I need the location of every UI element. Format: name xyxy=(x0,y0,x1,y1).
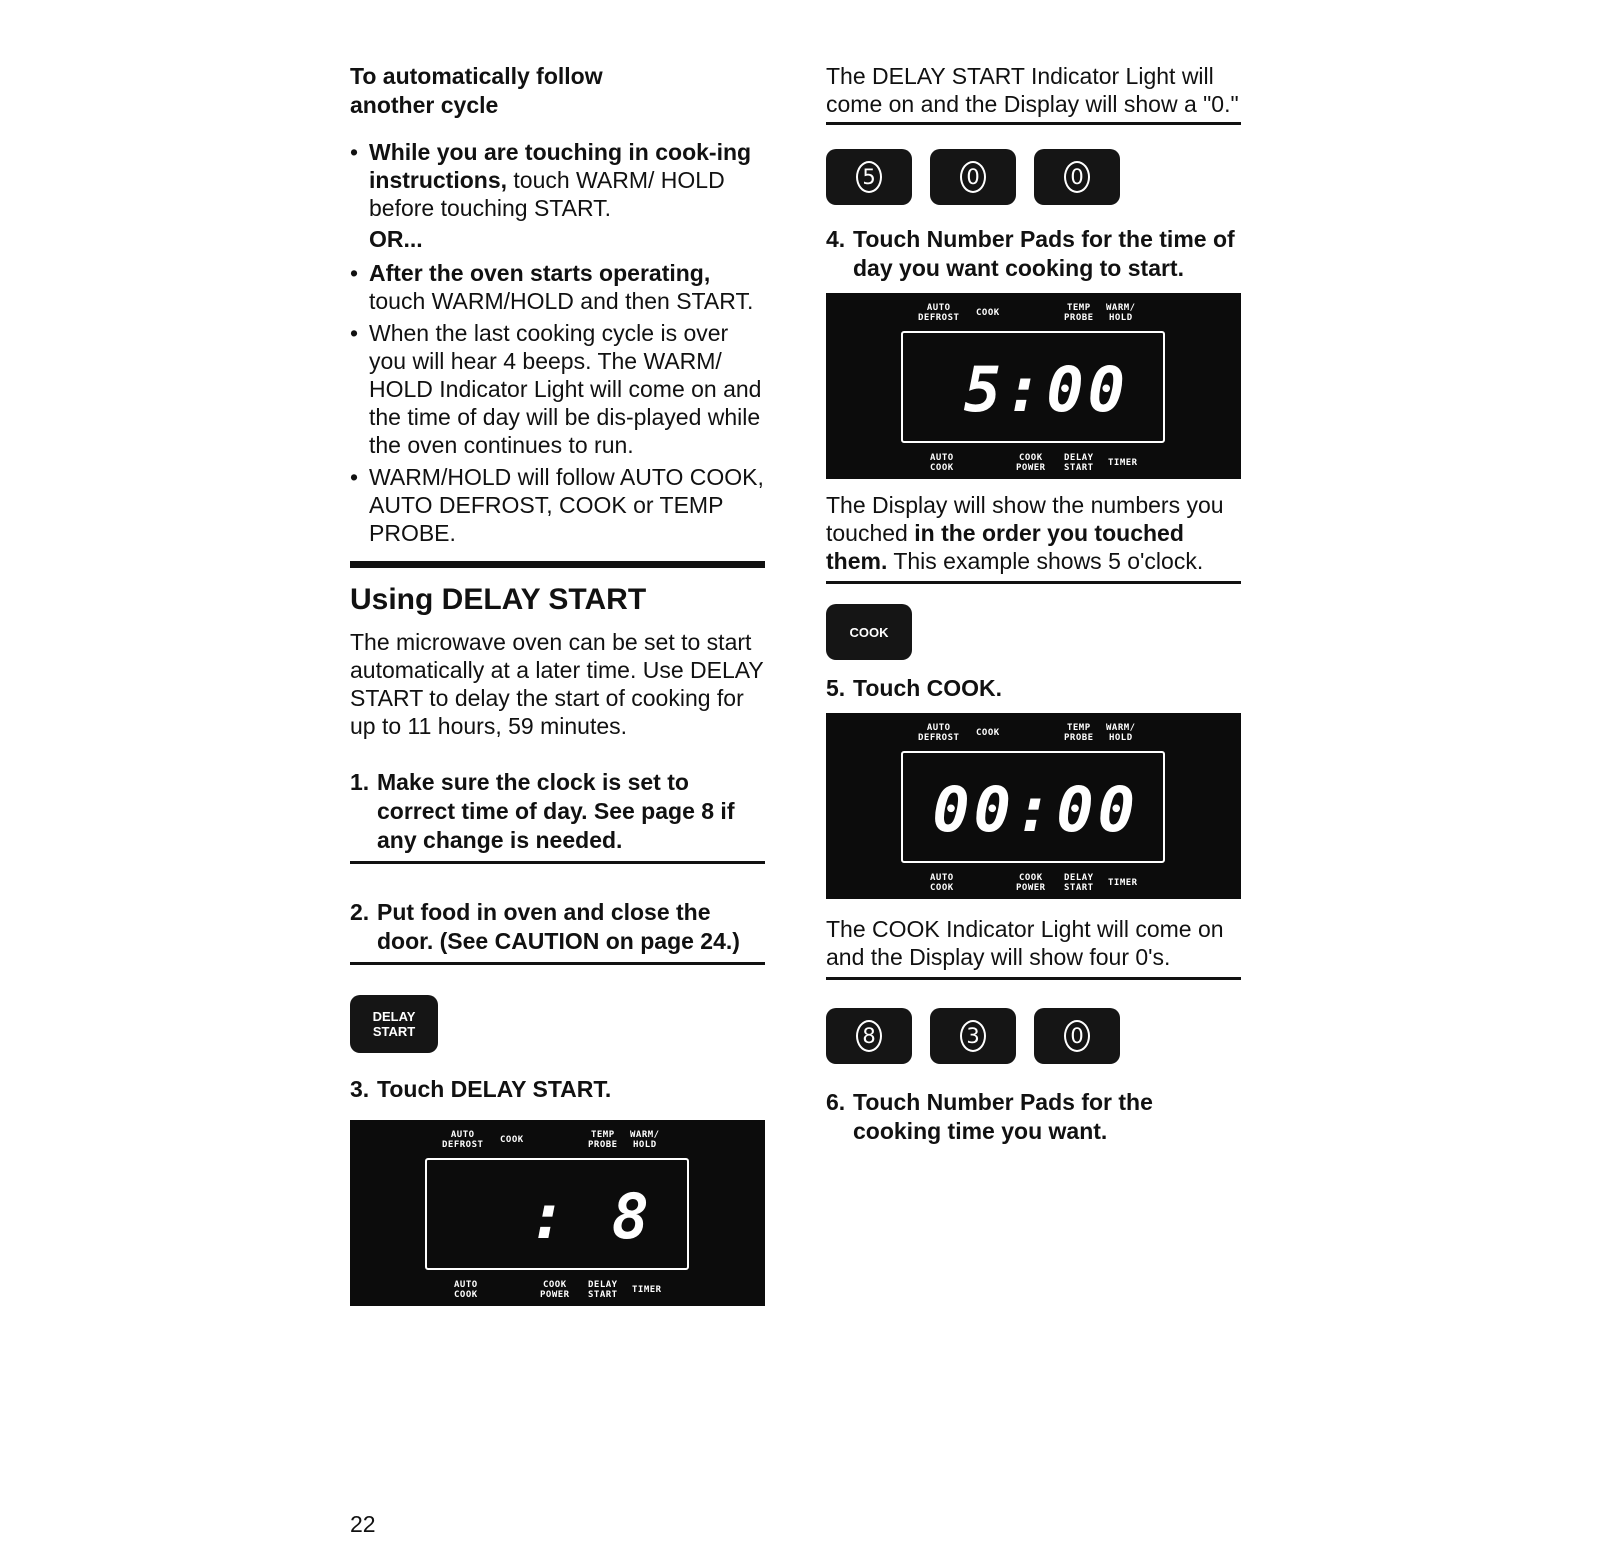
list-item: • While you are touching in cook-ing instructions, touch WARM/ HOLD before touching START. xyxy=(350,138,770,222)
number-pad-8[interactable]: 8 xyxy=(826,1008,912,1064)
display-order-text: The Display will show the numbers you touched in the order you touched them. This example shows 5 o'clock. xyxy=(826,492,1224,574)
left-column xyxy=(350,62,770,1306)
delay-start-label: DELAY START xyxy=(588,1280,618,1300)
number-pad-0[interactable]: 0 xyxy=(930,149,1016,205)
list-item: • After the oven starts operating, touch WARM/HOLD and then START. xyxy=(350,259,770,315)
step-divider xyxy=(826,122,1241,125)
warm-hold-label: WARM/ HOLD xyxy=(1106,723,1136,743)
cook-light-text: The COOK Indicator Light will come on and the Display will show four 0's. xyxy=(826,916,1224,970)
number-pad-0[interactable]: 0 xyxy=(1034,149,1120,205)
cook-pad[interactable]: COOK xyxy=(826,604,912,660)
oven-display xyxy=(826,713,1241,899)
cook-power-label: COOK POWER xyxy=(540,1280,570,1300)
cook-label: COOK xyxy=(976,308,1000,318)
step-divider xyxy=(350,861,765,864)
display-screen xyxy=(901,751,1165,863)
step-4: 4. Touch Number Pads for the time of day you want cooking to start. xyxy=(826,226,1235,281)
timer-label: TIMER xyxy=(1108,878,1138,888)
number-pad-5[interactable]: 5 xyxy=(826,149,912,205)
temp-probe-label: TEMP PROBE xyxy=(1064,723,1094,743)
warm-hold-label: WARM/ HOLD xyxy=(630,1130,660,1150)
auto-follow-heading: To automatically follow another cycle xyxy=(350,63,603,118)
right-column xyxy=(826,62,1246,1146)
auto-defrost-label: AUTO DEFROST xyxy=(918,723,960,743)
timer-label: TIMER xyxy=(1108,458,1138,468)
page-number: 22 xyxy=(350,1511,376,1537)
display-digits: 00:00 xyxy=(932,773,1139,846)
number-pad-0[interactable]: 0 xyxy=(1034,1008,1120,1064)
section-title: Using DELAY START xyxy=(350,583,647,616)
cook-label: COOK xyxy=(500,1135,524,1145)
step-3: 3. Touch DELAY START. xyxy=(350,1076,612,1102)
delay-start-label: DELAY START xyxy=(1064,873,1094,893)
step-divider xyxy=(826,977,1241,980)
cook-label: COOK xyxy=(976,728,1000,738)
step-5: 5. Touch COOK. xyxy=(826,675,1003,701)
auto-cook-label: AUTO COOK xyxy=(930,453,954,473)
list-item: • When the last cooking cycle is over you will hear 4 beeps. The WARM/ HOLD Indicator Light will come on and the time of day will be dis-played while the oven continues to run. xyxy=(350,319,770,459)
auto-cook-label: AUTO COOK xyxy=(454,1280,478,1300)
step-divider xyxy=(350,962,765,965)
timer-label: TIMER xyxy=(632,1285,662,1295)
list-item: • WARM/HOLD will follow AUTO COOK, AUTO DEFROST, COOK or TEMP PROBE. xyxy=(350,463,770,547)
display-digits: : 8 xyxy=(529,1180,653,1253)
display-screen xyxy=(901,331,1165,443)
auto-defrost-label: AUTO DEFROST xyxy=(442,1130,484,1150)
step-divider xyxy=(826,581,1241,584)
temp-probe-label: TEMP PROBE xyxy=(588,1130,618,1150)
step-6: 6. Touch Number Pads for the cooking time you want. xyxy=(826,1089,1153,1144)
step-2: 2. Put food in oven and close the door. (See CAUTION on page 24.) xyxy=(350,898,770,965)
or-separator: OR... xyxy=(369,226,423,252)
auto-follow-list xyxy=(350,138,770,222)
number-pads-b xyxy=(826,1008,1246,1064)
cook-power-label: COOK POWER xyxy=(1016,873,1046,893)
oven-display xyxy=(350,1120,765,1306)
delay-start-label: DELAY START xyxy=(1064,453,1094,473)
cook-power-label: COOK POWER xyxy=(1016,453,1046,473)
temp-probe-label: TEMP PROBE xyxy=(1064,303,1094,323)
display-screen xyxy=(425,1158,689,1270)
auto-defrost-label: AUTO DEFROST xyxy=(918,303,960,323)
number-pad-3[interactable]: 3 xyxy=(930,1008,1016,1064)
auto-follow-list-2 xyxy=(350,259,770,547)
auto-cook-label: AUTO COOK xyxy=(930,873,954,893)
oven-display xyxy=(826,293,1241,479)
intro-text: The microwave oven can be set to start automatically at a later time. Use DELAY START to delay the start of cooking for up to 11 hours, 59 minutes. xyxy=(350,629,764,739)
step-1: 1. Make sure the clock is set to correct time of day. See page 8 if any change is needed. xyxy=(350,768,770,864)
display-digits: 5:00 xyxy=(963,353,1129,426)
section-divider xyxy=(350,561,765,568)
delay-light-text: The DELAY START Indicator Light will come on and the Display will show a "0." xyxy=(826,63,1239,117)
warm-hold-label: WARM/ HOLD xyxy=(1106,303,1136,323)
delay-start-pad[interactable]: DELAY START xyxy=(350,995,438,1053)
number-pads-a xyxy=(826,149,1246,205)
